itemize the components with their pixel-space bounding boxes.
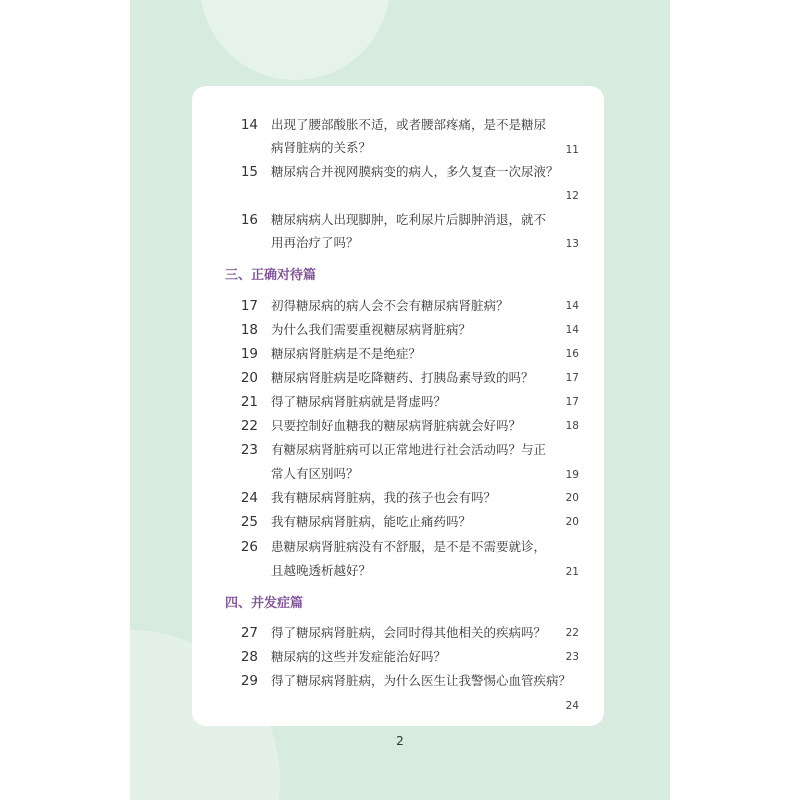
toc-page: 20 [565,492,579,504]
toc-number: 21 [240,394,258,410]
toc-page: 13 [565,238,579,250]
toc-title-line1: 我有糖尿病肾脏病，能吃止痛药吗？ [271,514,472,529]
toc-number: 27 [240,625,258,641]
section-heading-4: 四、并发症篇 [225,596,304,611]
toc-page: 21 [565,566,579,578]
toc-title-line1: 出现了腰部酸胀不适，或者腰部疼痛，是不是糖尿 [271,117,547,132]
toc-title-line1: 得了糖尿病肾脏病就是肾虚吗？ [271,394,447,409]
toc-number: 20 [240,370,258,386]
toc-title-line1: 得了糖尿病肾脏病，会同时得其他相关的疾病吗？ [271,625,547,640]
toc-page: 17 [565,396,579,408]
toc-number: 23 [240,442,258,458]
toc-page: 11 [565,144,579,156]
toc-title-line1: 只要控制好血糖我的糖尿病肾脏病就会好吗？ [271,418,522,433]
toc-title-line1: 我有糖尿病肾脏病，我的孩子也会有吗？ [271,490,497,505]
toc-number: 15 [240,164,258,180]
toc-number: 18 [240,322,258,338]
toc-number: 28 [240,649,258,665]
toc-number: 24 [240,490,258,506]
toc-title-line1: 得了糖尿病肾脏病，为什么医生让我警惕心血管疾病？ [271,673,572,688]
section-heading-3: 三、正确对待篇 [225,268,317,283]
toc-title-line1: 患糖尿病肾脏病没有不舒服，是不是不需要就诊， [271,539,547,554]
toc-page: 14 [565,324,579,336]
toc-page: 23 [565,651,579,663]
toc-page: 20 [565,516,579,528]
toc-number: 26 [240,539,258,555]
toc-title-line2: 用再治疗了吗？ [271,235,359,250]
toc-number: 16 [240,212,258,228]
toc-title-line1: 糖尿病的这些并发症能治好吗？ [271,649,447,664]
toc-title-line1: 有糖尿病肾脏病可以正常地进行社会活动吗？与正 [271,442,547,457]
toc-title-line1: 糖尿病合并视网膜病变的病人，多久复查一次尿液？ [271,164,559,179]
toc-page: 12 [565,190,579,202]
toc-title-line1: 糖尿病肾脏病是不是绝症？ [271,346,422,361]
toc-title-line1: 糖尿病病人出现脚肿，吃利尿片后脚肿消退，就不 [271,212,547,227]
toc-page: 19 [565,469,579,481]
toc-number: 29 [240,673,258,689]
toc-page: 16 [565,348,579,360]
toc-title-line1: 为什么我们需要重视糖尿病肾脏病？ [271,322,472,337]
toc-title-line2: 常人有区别吗？ [271,466,359,481]
page-number: 2 [396,734,404,748]
toc-page: 22 [565,627,579,639]
toc-page: 14 [565,300,579,312]
toc-number: 25 [240,514,258,530]
toc-title-line2: 病肾脏病的关系？ [271,140,372,155]
toc-page: 17 [565,372,579,384]
toc-number: 19 [240,346,258,362]
toc-title-line1: 糖尿病肾脏病是吃降糖药、打胰岛素导致的吗？ [271,370,534,385]
toc-page: 24 [565,700,579,712]
toc-page: 18 [565,420,579,432]
toc-title-line2: 且越晚透析越好？ [271,563,372,578]
toc-number: 14 [240,117,258,133]
toc-number: 22 [240,418,258,434]
toc-number: 17 [240,298,258,314]
toc-title-line1: 初得糖尿病的病人会不会有糖尿病肾脏病？ [271,298,509,313]
toc-card [192,86,604,726]
decorative-circle-top [200,0,390,80]
